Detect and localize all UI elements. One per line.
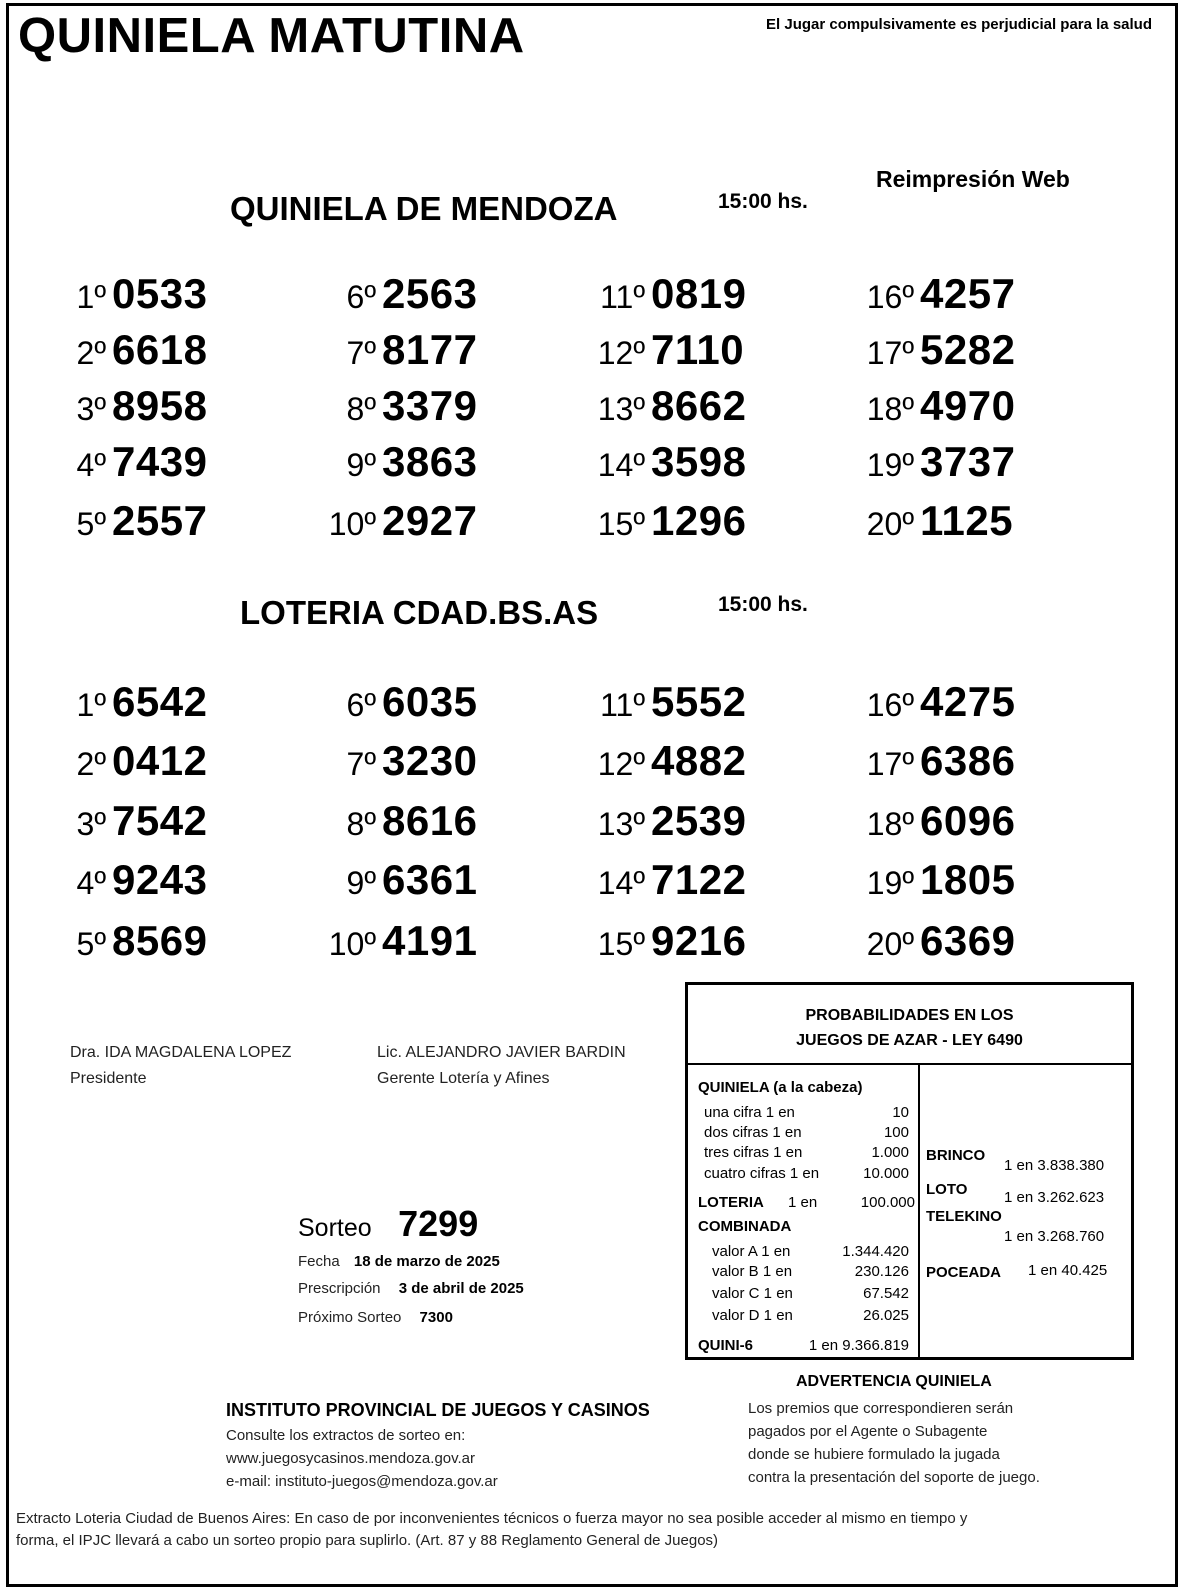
- result-entry: [56, 438, 207, 486]
- quiniela-prob-label: dos cifras 1 en: [704, 1124, 802, 1141]
- result-number: 8177: [382, 326, 478, 373]
- quiniela-prob-value: 100: [883, 1124, 909, 1141]
- result-position: 16º: [866, 279, 914, 315]
- signature-name: Dra. IDA MAGDALENA LOPEZ: [70, 1044, 292, 1061]
- combinada-prob-title: COMBINADA: [698, 1218, 792, 1235]
- advertencia-line: contra la presentación del soporte de juego.: [748, 1469, 1040, 1486]
- result-position: 19º: [866, 865, 914, 901]
- result-number: 4970: [920, 382, 1016, 429]
- quiniela-prob-label: cuatro cifras 1 en: [704, 1165, 820, 1182]
- loteria-prob-value: 100.000: [860, 1194, 915, 1211]
- result-position: 11º: [600, 687, 645, 723]
- result-number: 2539: [651, 797, 747, 844]
- result-position: 5º: [76, 926, 106, 962]
- result-entry: [314, 270, 477, 318]
- result-number: 9216: [651, 917, 747, 964]
- result-entry: [56, 917, 207, 965]
- result-entry: [583, 497, 746, 545]
- result-entry: [56, 678, 207, 726]
- result-number: 6386: [920, 737, 1016, 784]
- result-number: 2563: [382, 270, 478, 317]
- page-title: QUINIELA MATUTINA: [18, 9, 525, 63]
- result-entry: [583, 438, 746, 486]
- quiniela-prob-value: 10.000: [863, 1165, 909, 1182]
- result-number: 0533: [112, 270, 208, 317]
- result-position: 8º: [346, 806, 376, 842]
- result-position: 20º: [866, 506, 914, 542]
- footer-line: Extracto Loteria Ciudad de Buenos Aires: En caso de por inconvenientes técnicos o fuerza mayor no sea posible acceder al mismo en tiempo y: [16, 1510, 968, 1527]
- quiniela-prob-label: tres cifras 1 en: [704, 1144, 803, 1161]
- loteria-prob-en: 1 en: [788, 1194, 818, 1211]
- loto-prob-label: LOTO: [926, 1181, 968, 1198]
- result-position: 13º: [597, 391, 645, 427]
- signature-role: Presidente: [70, 1070, 147, 1087]
- result-position: 11º: [600, 279, 645, 315]
- result-position: 14º: [597, 865, 645, 901]
- footer-note: [16, 1508, 967, 1552]
- result-position: 3º: [76, 806, 106, 842]
- result-position: 13º: [597, 806, 645, 842]
- poceada-prob-label: POCEADA: [926, 1264, 1002, 1281]
- advertencia-line: Los premios que correspondieren serán: [748, 1400, 1014, 1417]
- signature-name: Lic. ALEJANDRO JAVIER BARDIN: [377, 1044, 626, 1061]
- result-number: 3379: [382, 382, 478, 429]
- quini6-prob-value: 1 en 9.366.819: [808, 1337, 909, 1354]
- section-time-loteria: 15:00 hs.: [718, 593, 808, 616]
- result-number: 6096: [920, 797, 1016, 844]
- result-position: 7º: [346, 746, 376, 782]
- proximo-label: Próximo Sorteo: [298, 1309, 402, 1326]
- result-number: 7542: [112, 797, 208, 844]
- result-entry: [56, 270, 207, 318]
- result-entry: [583, 382, 746, 430]
- result-position: 5º: [76, 506, 106, 542]
- result-number: 1296: [651, 497, 747, 544]
- quiniela-prob-value: 10: [892, 1104, 909, 1121]
- footer-line: forma, el IPJC llevará a cabo un sorteo propio para suplirlo. (Art. 87 y 88 Reglamento General de Juegos): [16, 1532, 719, 1549]
- result-entry: [314, 438, 477, 486]
- proximo-value: 7300: [419, 1309, 453, 1326]
- result-entry: [314, 326, 477, 374]
- result-entry: [852, 438, 1015, 486]
- result-entry: [583, 856, 746, 904]
- result-position: 4º: [76, 865, 106, 901]
- section-title-mendoza: QUINIELA DE MENDOZA: [230, 190, 618, 227]
- advertencia-line: pagados por el Agente o Subagente: [748, 1423, 988, 1440]
- result-number: 6618: [112, 326, 208, 373]
- combinada-prob-value: 1.344.420: [842, 1243, 909, 1260]
- result-number: 3863: [382, 438, 478, 485]
- result-entry: [583, 326, 744, 374]
- quiniela-prob-label: una cifra 1 en: [704, 1104, 795, 1121]
- result-entry: [56, 737, 207, 785]
- section-title-loteria: LOTERIA CDAD.BS.AS: [240, 594, 599, 631]
- advertencia-line: donde se hubiere formulado la jugada: [748, 1446, 1000, 1463]
- result-position: 1º: [76, 687, 106, 723]
- advertencia-title: ADVERTENCIA QUINIELA: [796, 1373, 992, 1390]
- result-position: 7º: [346, 335, 376, 371]
- result-entry: [583, 270, 746, 318]
- result-position: 17º: [866, 746, 914, 782]
- sorteo-label: Sorteo: [298, 1214, 372, 1242]
- instituto-email: e-mail: instituto-juegos@mendoza.gov.ar: [226, 1473, 498, 1490]
- sorteo-block: [298, 1203, 478, 1245]
- result-number: 6035: [382, 678, 478, 725]
- result-number: 7439: [112, 438, 208, 485]
- combinada-prob-label: valor A 1 en: [712, 1243, 791, 1260]
- result-position: 10º: [328, 506, 376, 542]
- result-number: 1805: [920, 856, 1016, 903]
- quiniela-prob-value: 1.000: [871, 1144, 909, 1161]
- proximo-row: [298, 1309, 453, 1326]
- result-position: 2º: [76, 335, 106, 371]
- loto-prob-value: 1 en 3.262.623: [1004, 1189, 1105, 1206]
- combinada-prob-label: valor D 1 en: [712, 1307, 793, 1324]
- result-number: 3230: [382, 737, 478, 784]
- health-warning: El Jugar compulsivamente es perjudicial para la salud: [766, 16, 1152, 33]
- result-position: 16º: [866, 687, 914, 723]
- result-number: 4191: [382, 917, 478, 964]
- probabilities-divider: [918, 1065, 920, 1357]
- combinada-prob-label: valor C 1 en: [712, 1285, 793, 1302]
- combinada-prob-value: 67.542: [863, 1285, 909, 1302]
- result-entry: [852, 326, 1015, 374]
- result-position: 2º: [76, 746, 106, 782]
- result-position: 10º: [328, 926, 376, 962]
- result-position: 15º: [597, 926, 645, 962]
- advertencia-text: [748, 1397, 1040, 1489]
- combinada-prob-value: 230.126: [854, 1263, 909, 1280]
- result-position: 15º: [597, 506, 645, 542]
- result-position: 6º: [346, 279, 376, 315]
- result-number: 1125: [920, 497, 1014, 544]
- result-entry: [583, 678, 746, 726]
- result-entry: [314, 737, 477, 785]
- instituto-website: www.juegosycasinos.mendoza.gov.ar: [226, 1450, 476, 1467]
- result-number: 6542: [112, 678, 208, 725]
- telekino-prob-label: TELEKINO: [926, 1208, 1002, 1225]
- result-number: 9243: [112, 856, 208, 903]
- prescripcion-value: 3 de abril de 2025: [398, 1280, 524, 1297]
- result-entry: [852, 270, 1015, 318]
- result-entry: [852, 737, 1015, 785]
- result-entry: [314, 497, 477, 545]
- result-number: 4882: [651, 737, 747, 784]
- result-entry: [56, 382, 207, 430]
- result-number: 2557: [112, 497, 208, 544]
- result-entry: [852, 497, 1013, 545]
- result-position: 17º: [866, 335, 914, 371]
- result-number: 8616: [382, 797, 478, 844]
- result-position: 12º: [597, 746, 645, 782]
- fecha-value: 18 de marzo de 2025: [353, 1253, 500, 1270]
- result-number: 8569: [112, 917, 208, 964]
- prescripcion-label: Prescripción: [298, 1280, 381, 1297]
- result-entry: [583, 917, 746, 965]
- result-number: 6361: [382, 856, 478, 903]
- result-entry: [314, 917, 477, 965]
- instituto-title: INSTITUTO PROVINCIAL DE JUEGOS Y CASINOS: [226, 1400, 650, 1420]
- result-number: 7110: [651, 326, 745, 373]
- result-position: 19º: [866, 447, 914, 483]
- result-number: 6369: [920, 917, 1016, 964]
- poceada-prob-value: 1 en 40.425: [1028, 1262, 1108, 1279]
- result-number: 3598: [651, 438, 747, 485]
- instituto-line: Consulte los extractos de sorteo en:: [226, 1427, 466, 1444]
- result-number: 4275: [920, 678, 1016, 725]
- fecha-label: Fecha: [298, 1253, 340, 1270]
- result-entry: [583, 737, 746, 785]
- result-number: 2927: [382, 497, 478, 544]
- result-entry: [314, 797, 477, 845]
- result-entry: [852, 678, 1015, 726]
- result-number: 4257: [920, 270, 1016, 317]
- result-entry: [56, 326, 207, 374]
- result-position: 18º: [866, 391, 914, 427]
- result-entry: [314, 382, 477, 430]
- result-entry: [852, 856, 1015, 904]
- result-position: 12º: [597, 335, 645, 371]
- result-entry: [583, 797, 746, 845]
- result-position: 20º: [866, 926, 914, 962]
- sorteo-number: 7299: [398, 1203, 479, 1244]
- section-time-mendoza: 15:00 hs.: [718, 190, 808, 213]
- result-position: 8º: [346, 391, 376, 427]
- combinada-prob-label: valor B 1 en: [712, 1263, 793, 1280]
- signature-manager: [377, 1040, 626, 1092]
- combinada-prob-value: 26.025: [863, 1307, 909, 1324]
- result-entry: [56, 497, 207, 545]
- result-number: 8958: [112, 382, 208, 429]
- quiniela-prob-title: QUINIELA (a la cabeza): [698, 1079, 863, 1096]
- result-position: 1º: [76, 279, 106, 315]
- result-position: 6º: [346, 687, 376, 723]
- result-number: 3737: [920, 438, 1016, 485]
- result-entry: [852, 382, 1015, 430]
- telekino-prob-value: 1 en 3.268.760: [1004, 1228, 1105, 1245]
- result-position: 9º: [346, 447, 376, 483]
- result-number: 5552: [651, 678, 747, 725]
- probabilities-header: [688, 985, 1131, 1065]
- instituto-text: [226, 1424, 498, 1493]
- result-number: 0412: [112, 737, 208, 784]
- result-position: 18º: [866, 806, 914, 842]
- result-entry: [314, 856, 477, 904]
- result-position: 9º: [346, 865, 376, 901]
- result-entry: [852, 917, 1015, 965]
- result-number: 5282: [920, 326, 1016, 373]
- signature-role: Gerente Lotería y Afines: [377, 1070, 550, 1087]
- probabilities-title-line1: PROBABILIDADES EN LOS: [805, 1007, 1014, 1024]
- brinco-prob-value: 1 en 3.838.380: [1004, 1157, 1105, 1174]
- result-entry: [56, 797, 207, 845]
- brinco-prob-label: BRINCO: [926, 1147, 986, 1164]
- loteria-prob-label: LOTERIA: [698, 1194, 764, 1211]
- result-position: 3º: [76, 391, 106, 427]
- result-number: 7122: [651, 856, 747, 903]
- probabilities-title-line2: JUEGOS DE AZAR - LEY 6490: [796, 1032, 1023, 1049]
- result-position: 4º: [76, 447, 106, 483]
- reprint-label: Reimpresión Web: [876, 166, 1070, 192]
- fecha-row: [298, 1253, 500, 1270]
- probabilities-box: [685, 982, 1134, 1360]
- prescripcion-row: [298, 1280, 524, 1297]
- signature-president: [70, 1040, 291, 1092]
- result-position: 14º: [597, 447, 645, 483]
- result-number: 8662: [651, 382, 747, 429]
- quini6-prob-label: QUINI-6: [698, 1337, 754, 1354]
- result-number: 0819: [651, 270, 747, 317]
- result-entry: [852, 797, 1015, 845]
- result-entry: [56, 856, 207, 904]
- result-entry: [314, 678, 477, 726]
